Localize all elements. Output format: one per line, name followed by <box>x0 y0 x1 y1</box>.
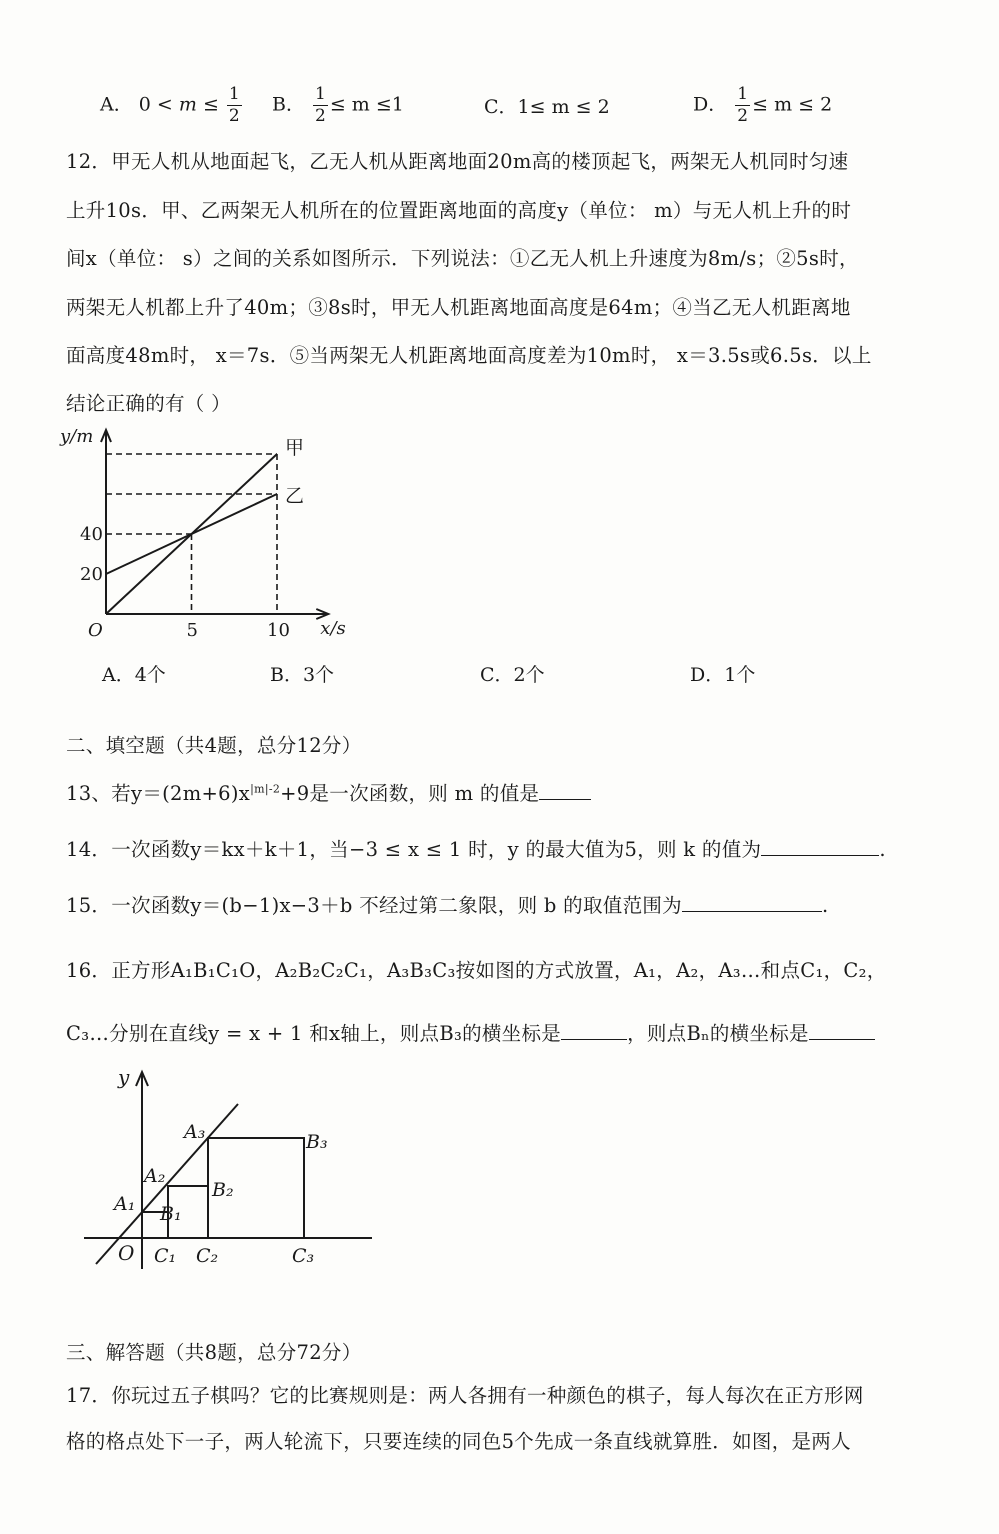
x-tick-label: 10 <box>267 620 290 641</box>
question-17-line-1: 17．你玩过五子棋吗？它的比赛规则是：两人各拥有一种颜色的棋子，每人每次在正方形网 <box>66 1384 864 1407</box>
question-15: 15．一次函数y＝(b−1)x−3＋b 不经过第二象限，则 b 的取值范围为 . <box>66 894 829 917</box>
label-C1: C₁ <box>154 1245 177 1267</box>
y-tick-label: 20 <box>80 564 103 585</box>
label-A1: A₁ <box>114 1193 136 1215</box>
answer-blank[interactable] <box>761 837 879 856</box>
fraction: $\frac{1}{2}$ <box>737 84 749 126</box>
y-axis-label: y <box>118 1065 130 1089</box>
section-3-heading: 三、解答题（共8题，总分72分） <box>66 1341 362 1364</box>
answer-blank[interactable] <box>561 1021 627 1040</box>
answer-blank[interactable] <box>682 893 822 912</box>
question-13: 13、若$y=(2m+6)x^{|m|-2}+9$是一次函数，则 m 的值是 <box>66 778 591 806</box>
question-16-line-2: C₃…分别在直线y = x + 1 和x轴上，则点B₃的横坐标是 ，则点Bₙ的横坐标是 <box>66 1018 875 1046</box>
q12-line-3: 间x（单位： s）之间的关系如图所示．下列说法：①乙无人机上升速度为8m/s；②5s时， <box>66 247 859 270</box>
label-B1: B₁ <box>160 1203 182 1225</box>
q16-squares-figure <box>80 1064 380 1274</box>
fraction: $\frac{1}{2}$ <box>315 84 326 126</box>
label-B2: B₂ <box>212 1179 234 1201</box>
q11-option-b: B． $\frac{1}{2}$ ≤ m ≤1 <box>272 84 404 126</box>
label-A2: A₂ <box>144 1165 166 1187</box>
answer-blank[interactable] <box>809 1021 875 1040</box>
fraction: $\frac{1}{2}$ <box>228 84 240 126</box>
label-C2: C₂ <box>196 1245 219 1267</box>
origin-label: O <box>88 620 103 641</box>
question-17-line-2: 格的格点处下一子，两人轮流下，只要连续的同色5个先成一条直线就算胜．如图，是两人 <box>66 1430 851 1453</box>
section-2-heading: 二、填空题（共4题，总分12分） <box>66 734 362 757</box>
q12-line-2: 上升10s．甲、乙两架无人机所在的位置距离地面的高度y（单位： m）与无人机上升的时 <box>66 199 852 222</box>
q12-line-6: 结论正确的有（ ） <box>66 392 231 415</box>
q12-option-a: A．4个 <box>102 664 166 686</box>
q12-option-c: C．2个 <box>480 664 545 686</box>
answer-blank[interactable] <box>539 781 591 800</box>
q12-line-4: 两架无人机都上升了40m；③8s时，甲无人机距离地面高度是64m；④当乙无人机距离地 <box>66 296 851 319</box>
x-axis-label: x/s <box>320 618 346 639</box>
q12-line-chart <box>56 418 366 648</box>
question-16-line-1: 16．正方形A₁B₁C₁O，A₂B₂C₂C₁，A₃B₃C₃按如图的方式放置，A₁，A₂，A₃…和点C₁，C₂， <box>66 959 887 982</box>
q12-option-b: B．3个 <box>270 664 335 686</box>
q11-option-a: A． 0 < m ≤ $\frac{1}{2}$ <box>100 84 240 126</box>
q12-line-5: 面高度48m时， x＝7s．⑤当两架无人机距离地面高度差为10m时， x＝3.5s或6.5s．以上 <box>66 344 872 367</box>
q12-line-1: 12．甲无人机从地面起飞，乙无人机从距离地面20m高的楼顶起飞，两架无人机同时匀速 <box>66 150 849 173</box>
q11-option-c: C．1≤ m ≤ 2 <box>484 96 610 118</box>
origin-label: O <box>118 1241 135 1265</box>
series-label-2: 乙 <box>285 485 305 507</box>
series-label-1: 甲 <box>285 437 305 459</box>
x-tick-label: 5 <box>186 620 198 641</box>
question-14: 14．一次函数y＝kx＋k＋1，当−3 ≤ x ≤ 1 时，y 的最大值为5，则 k 的值为 . <box>66 838 886 861</box>
label-A3: A₃ <box>184 1121 206 1143</box>
y-tick-label: 40 <box>80 524 103 545</box>
y-axis-label: y/m <box>60 426 94 447</box>
q11-option-d: D． $\frac{1}{2}$ ≤ m ≤ 2 <box>693 84 833 126</box>
label-B3: B₃ <box>306 1131 328 1153</box>
label-C3: C₃ <box>292 1245 315 1267</box>
q12-option-d: D．1个 <box>690 664 756 686</box>
